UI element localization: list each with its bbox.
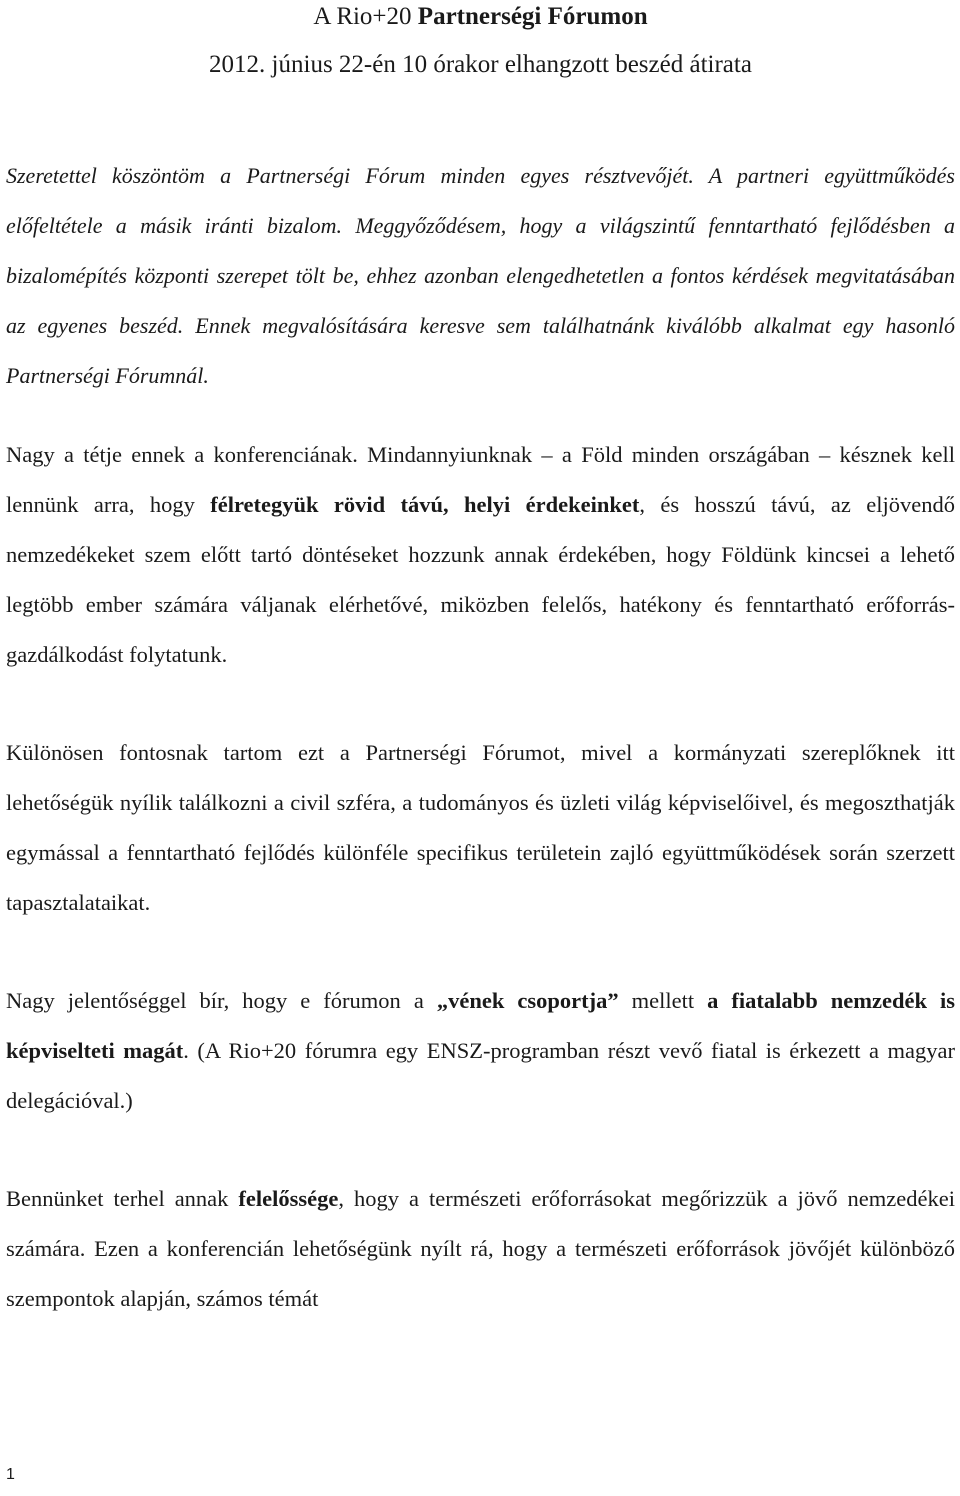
emphasis: „vének csoportja” — [436, 988, 619, 1013]
text-run: , és hosszú távú, az eljövendő nemzedékeket szem előtt tartó döntéseket hozzunk annak érdekében, hogy Földünk kincsei a lehető legtöbb ember számára váljanak elérhetővé, miközben felelős, hatékony és fenntartható erőforrás-gazdálkodást folytatunk. — [6, 492, 956, 667]
text-run: , hogy a természeti erőforrásokat megőrizzük a jövő nemzedékei számára. Ezen a konferencián lehetőségünk nyílt rá, hogy a természeti erőforrások jövőjét különböző szempontok alapján, számos témát — [6, 1186, 955, 1311]
emphasis: a fiatalabb nemzedék is képviselteti magát — [6, 988, 955, 1063]
text-run: Nagy jelentőséggel bír, hogy e fórumon a — [6, 988, 437, 1013]
document-title — [6, 0, 955, 32]
document-subtitle: 2012. június 22-én 10 órakor elhangzott beszéd átirata — [209, 51, 752, 78]
emphasis: felelőssége — [238, 1186, 339, 1211]
text-run: Nagy a tétje ennek a konferenciának. Mindannyiunknak – a Föld minden országában – késznek kell lennünk arra, hogy — [6, 442, 955, 517]
text-run: . (A Rio+20 fórumra egy ENSZ-programban részt vevő fiatal is érkezett a magyar delegációval.) — [6, 1038, 956, 1113]
page-number: 1 — [6, 1466, 15, 1483]
text-run: mellett — [618, 988, 708, 1013]
emphasis: félretegyük rövid távú, helyi érdekeinket — [210, 492, 640, 517]
document-page — [6, 0, 955, 1496]
text-run: Bennünket terhel annak — [6, 1186, 239, 1211]
paragraph-greeting: Szeretettel köszöntöm a Partnerségi Fórum minden egyes résztvevőjét. A partneri együttműködés előfeltétele a másik iránti bizalom. Meggyőződésem, hogy a világszintű fenntartható fejlődésben a bizalomépítés központi szerepet tölt be, ehhez azonban elengedhetetlen a fontos kérdések megvitatásában az egyenes beszéd. Ennek megvalósítására keresve sem találhatnánk kiválóbb alkalmat egy hasonló Partnerségi Fórumnál. — [6, 163, 955, 388]
title-prefix: A Rio+20 — [313, 3, 418, 30]
paragraph-responsibility — [6, 1174, 955, 1324]
paragraph-stakes — [6, 430, 955, 680]
paragraph-forum-importance: Különösen fontosnak tartom ezt a Partnerségi Fórumot, mivel a kormányzati szereplőknek itt lehetőségük nyílik találkozni a civil szféra, a tudományos és üzleti világ képviselőivel, és megoszthatják egymással a fenntartható fejlődés különféle specifikus területein zajló együttműködések során szerzett tapasztalataikat. — [6, 740, 955, 915]
paragraph-generations — [6, 976, 955, 1126]
title-bold: Partnerségi Fórumon — [417, 3, 648, 30]
